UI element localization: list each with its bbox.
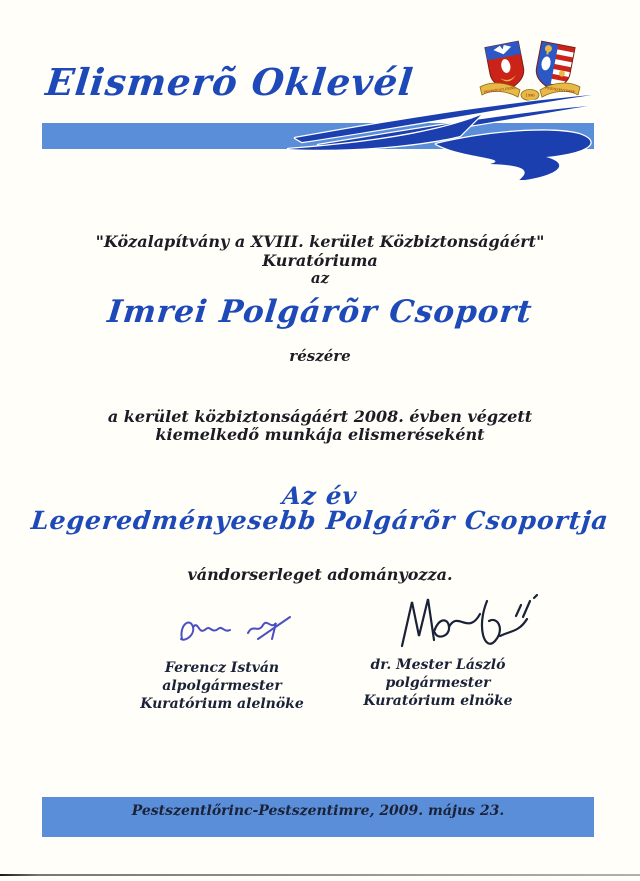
recipient-name: Imrei Polgárõr Csoport [105, 294, 535, 330]
signatory-right-name: dr. Mester László [370, 657, 506, 673]
signatory-right-board-role: Kuratórium elnöke [363, 693, 513, 709]
place-date-line: Pestszentlőrinc-Pestszentimre, 2009. május 23. [131, 803, 505, 819]
article-line: az [310, 269, 330, 287]
scan-edge-line [0, 874, 640, 876]
award-title-line-2: Legeredményesebb Polgárõr Csoportja [29, 506, 611, 535]
grant-line: vándorserleget adományozza. [187, 565, 453, 584]
swoosh-graphic-icon [0, 85, 640, 180]
signature-right-icon [388, 588, 548, 660]
ribbon-label-center: 1996 [525, 93, 535, 98]
ribbon-label-right: PESTSZENTIMRE [545, 85, 575, 95]
signatory-right-role: polgármester [385, 675, 491, 691]
signatory-left-role: alpolgármester [162, 678, 282, 694]
ribbon-label-left: PESTSZENTLŐRINC [483, 85, 519, 95]
reason-line-2: kiemelkedő munkája elismeréseként [155, 425, 485, 444]
signatory-left-board-role: Kuratórium alelnöke [140, 696, 304, 712]
signatory-left-block [117, 659, 327, 713]
reason-line-1: a kerület közbiztonságáért 2008. évben végzett [107, 407, 533, 426]
signature-left-icon [160, 603, 305, 655]
signatory-left-name: Ferencz István [164, 660, 280, 676]
certificate-title: Elismerõ Oklevél [43, 60, 416, 104]
issuer-board-line: Kuratóriuma [262, 251, 378, 270]
issuer-name-line: "Közalapítvány a XVIII. kerület Közbiztonságáért" [95, 232, 545, 251]
recipient-suffix-line: részére [289, 347, 351, 365]
signatory-right-block [333, 656, 543, 710]
award-title-line-1: Az év [281, 481, 359, 510]
